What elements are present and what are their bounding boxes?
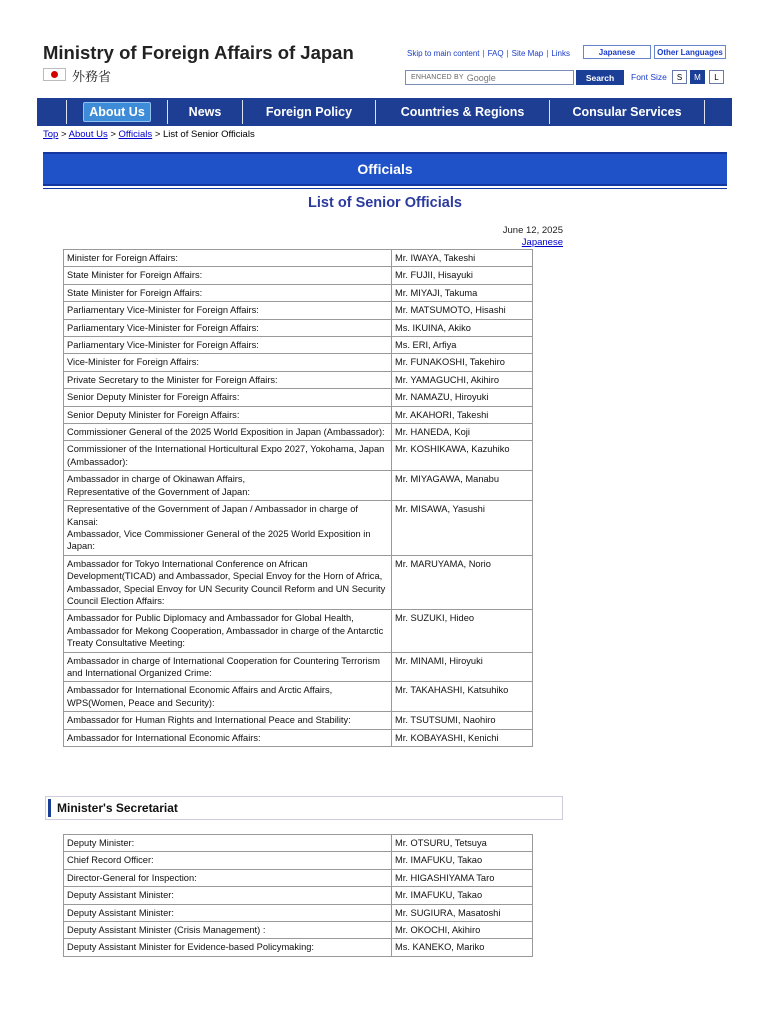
official-name: Mr. MINAMI, Hiroyuki [392, 652, 533, 682]
official-name: Mr. KOBAYASHI, Kenichi [392, 729, 533, 746]
official-title: State Minister for Foreign Affairs: [64, 267, 392, 284]
official-name: Mr. MIYAJI, Takuma [392, 284, 533, 301]
update-date: June 12, 2025 [502, 225, 563, 236]
faq-link[interactable]: FAQ [487, 48, 504, 58]
breadcrumb-officials[interactable]: Officials [118, 129, 153, 140]
official-name: Mr. HIGASHIYAMA Taro [392, 869, 533, 886]
google-logo: Google [466, 72, 496, 83]
table-row [64, 939, 533, 956]
skip-to-main-link[interactable]: Skip to main content [407, 48, 480, 58]
site-subtitle: 外務省 [72, 69, 112, 84]
official-name: Mr. AKAHORI, Takeshi [392, 406, 533, 423]
table-row [64, 852, 533, 869]
official-name: Mr. YAMAGUCHI, Akihiro [392, 371, 533, 388]
official-title: Parliamentary Vice-Minister for Foreign Affairs: [64, 302, 392, 319]
table-row [64, 267, 533, 284]
official-name: Ms. IKUINA, Akiko [392, 319, 533, 336]
official-name: Mr. SUGIURA, Masatoshi [392, 904, 533, 921]
official-title: Ambassador for International Economic Affairs and Arctic Affairs, WPS(Women, Peace and Security): [64, 682, 392, 712]
table-row [64, 406, 533, 423]
breadcrumb-current: List of Senior Officials [163, 129, 255, 140]
official-name: Mr. MISAWA, Yasushi [392, 501, 533, 556]
senior-officials-table [63, 249, 533, 747]
table-row [64, 904, 533, 921]
official-title: Deputy Minister: [64, 835, 392, 852]
table-row [64, 337, 533, 354]
nav-consular-services[interactable] [550, 98, 704, 126]
links-link[interactable]: Links [551, 48, 570, 58]
breadcrumb-about-us[interactable]: About Us [68, 129, 108, 140]
official-title: Deputy Assistant Minister for Evidence-based Policymaking: [64, 939, 392, 956]
official-name: Mr. SUZUKI, Hideo [392, 610, 533, 652]
official-title: Commissioner of the International Horticultural Expo 2027, Yokohama, Japan (Ambassador): [64, 441, 392, 471]
official-title: Representative of the Government of Japan / Ambassador in charge of Kansai: Ambassador, Vice Commissioner General of the 2025 World Exposition in Japan: [64, 501, 392, 556]
search-input[interactable] [405, 70, 574, 85]
font-size-large-button[interactable]: L [709, 70, 724, 84]
official-title: Vice-Minister for Foreign Affairs: [64, 354, 392, 371]
official-name: Mr. TAKAHASHI, Katsuhiko [392, 682, 533, 712]
secretariat-heading-text: Minister's Secretariat [57, 801, 178, 815]
official-name: Mr. MATSUMOTO, Hisashi [392, 302, 533, 319]
separator: | [482, 48, 485, 58]
official-title: Ambassador for International Economic Affairs: [64, 729, 392, 746]
official-name: Mr. IMAFUKU, Takao [392, 852, 533, 869]
official-title: Ambassador for Tokyo International Conference on African Development(TICAD) and Ambassador, Special Envoy for the Horn of Africa, Ambassador, Special Envoy for UN Security Council Reform and UN Security Council Election Affairs: [64, 555, 392, 610]
official-title: Ambassador for Human Rights and International Peace and Stability: [64, 712, 392, 729]
nav-countries-regions[interactable] [376, 98, 549, 126]
site-map-link[interactable]: Site Map [511, 48, 544, 58]
nav-foreign-policy[interactable] [243, 98, 375, 126]
table-row [64, 712, 533, 729]
japan-flag-icon [43, 68, 66, 81]
search-enhanced-label: ENHANCED BY [411, 74, 464, 81]
page-title: List of Senior Officials [308, 195, 462, 211]
official-name: Mr. IMAFUKU, Takao [392, 887, 533, 904]
official-title: Commissioner General of the 2025 World Exposition in Japan (Ambassador): [64, 424, 392, 441]
table-row [64, 922, 533, 939]
official-title: Ambassador in charge of International Cooperation for Countering Terrorism and International Organized Crime: [64, 652, 392, 682]
secretariat-officials-table [63, 834, 533, 957]
nav-about-us[interactable] [67, 98, 167, 126]
official-name: Mr. OTSURU, Tetsuya [392, 835, 533, 852]
table-row [64, 302, 533, 319]
utility-links [407, 46, 570, 60]
official-name: Mr. FUJII, Hisayuki [392, 267, 533, 284]
font-size-label: Font Size [631, 72, 667, 82]
official-name: Ms. ERI, Arfiya [392, 337, 533, 354]
table-row [64, 371, 533, 388]
official-title: Senior Deputy Minister for Foreign Affairs: [64, 406, 392, 423]
japanese-version-link-wrap [522, 237, 563, 248]
breadcrumb-separator: > [60, 129, 69, 140]
site-title[interactable]: Ministry of Foreign Affairs of Japan [43, 42, 354, 63]
official-name: Ms. KANEKO, Mariko [392, 939, 533, 956]
official-name: Mr. KOSHIKAWA, Kazuhiko [392, 441, 533, 471]
nav-countries-regions-label: Countries & Regions [400, 105, 525, 119]
nav-news-label: News [188, 105, 222, 119]
secretariat-heading [45, 796, 563, 820]
heading-accent-bar [48, 799, 51, 817]
separator: | [506, 48, 509, 58]
japanese-language-button[interactable]: Japanese [583, 45, 651, 59]
official-name: Mr. MIYAGAWA, Manabu [392, 471, 533, 501]
search-button[interactable]: Search [576, 70, 624, 85]
table-row [64, 887, 533, 904]
font-size-small-button[interactable]: S [672, 70, 687, 84]
section-banner: Officials [43, 152, 727, 186]
official-title: Parliamentary Vice-Minister for Foreign Affairs: [64, 319, 392, 336]
official-title: Deputy Assistant Minister (Crisis Management) : [64, 922, 392, 939]
official-title: Private Secretary to the Minister for Foreign Affairs: [64, 371, 392, 388]
table-row [64, 354, 533, 371]
official-name: Mr. FUNAKOSHI, Takehiro [392, 354, 533, 371]
breadcrumb-separator: > [154, 129, 163, 140]
table-row [64, 424, 533, 441]
official-title: Parliamentary Vice-Minister for Foreign Affairs: [64, 337, 392, 354]
breadcrumb-top[interactable]: Top [43, 129, 59, 140]
official-name: Mr. OKOCHI, Akihiro [392, 922, 533, 939]
breadcrumb [43, 129, 255, 140]
main-nav [37, 98, 732, 126]
font-size-medium-button[interactable]: M [690, 70, 705, 84]
table-row [64, 471, 533, 501]
breadcrumb-separator: > [110, 129, 119, 140]
official-title: Minister for Foreign Affairs: [64, 250, 392, 267]
official-name: Mr. NAMAZU, Hiroyuki [392, 389, 533, 406]
official-title: Senior Deputy Minister for Foreign Affairs: [64, 389, 392, 406]
official-title: Deputy Assistant Minister: [64, 904, 392, 921]
table-row [64, 250, 533, 267]
nav-news[interactable] [168, 98, 242, 126]
official-title: Director-General for Inspection: [64, 869, 392, 886]
table-row [64, 610, 533, 652]
table-row [64, 389, 533, 406]
official-name: Mr. TSUTSUMI, Naohiro [392, 712, 533, 729]
official-title: Ambassador for Public Diplomacy and Ambassador for Global Health, Ambassador for Mekong Cooperation, Ambassador in charge of the Antarctic Treaty Consultative Meeting: [64, 610, 392, 652]
table-row [64, 682, 533, 712]
table-row [64, 284, 533, 301]
nav-consular-services-label: Consular Services [572, 105, 682, 119]
table-row [64, 835, 533, 852]
table-row [64, 501, 533, 556]
japanese-version-link[interactable]: Japanese [521, 237, 563, 248]
nav-foreign-policy-label: Foreign Policy [265, 105, 353, 119]
table-row [64, 729, 533, 746]
separator: | [546, 48, 549, 58]
table-row [64, 319, 533, 336]
official-title: Chief Record Officer: [64, 852, 392, 869]
nav-about-us-label: About Us [83, 102, 151, 122]
official-title: State Minister for Foreign Affairs: [64, 284, 392, 301]
official-title: Ambassador in charge of Okinawan Affairs, Representative of the Government of Japan: [64, 471, 392, 501]
official-name: Mr. IWAYA, Takeshi [392, 250, 533, 267]
table-row [64, 555, 533, 610]
table-row [64, 869, 533, 886]
official-name: Mr. HANEDA, Koji [392, 424, 533, 441]
nav-divider [704, 100, 705, 124]
table-row [64, 441, 533, 471]
official-title: Deputy Assistant Minister: [64, 887, 392, 904]
official-name: Mr. MARUYAMA, Norio [392, 555, 533, 610]
table-row [64, 652, 533, 682]
other-languages-button[interactable]: Other Languages [654, 45, 726, 59]
